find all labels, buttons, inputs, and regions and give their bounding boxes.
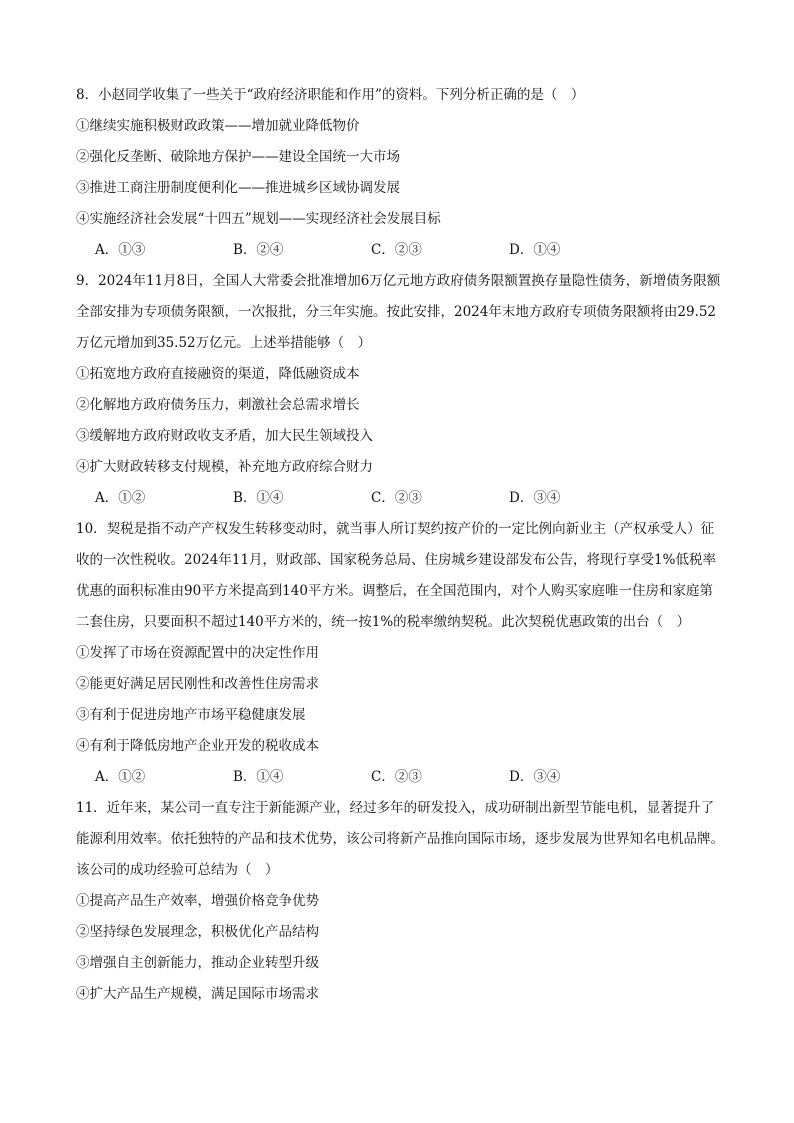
option-d: D．③④ — [509, 769, 561, 785]
answer-options — [76, 483, 726, 514]
statement-2: ②化解地方政府债务压力，刺激社会总需求增长 — [76, 397, 360, 413]
question-8 — [76, 80, 726, 266]
statement-2: ②坚持绿色发展理念，积极优化产品结构 — [76, 924, 319, 940]
statement-1: ①继续实施积极财政政策——增加就业降低物价 — [76, 118, 360, 134]
option-a: A．①③ — [95, 242, 146, 258]
option-d: D．③④ — [509, 490, 561, 506]
statement-3: ③推进工商注册制度便利化——推进城乡区域协调发展 — [76, 180, 400, 196]
question-11 — [76, 793, 726, 1010]
answer-options — [76, 762, 726, 793]
option-c: C．②③ — [371, 242, 422, 258]
statement-3: ③增强自主创新能力，推动企业转型升级 — [76, 955, 319, 971]
option-b: B．①④ — [233, 769, 284, 785]
option-b: B．②④ — [233, 242, 284, 258]
statement-1: ①发挥了市场在资源配置中的决定性作用 — [76, 645, 319, 661]
statement-4: ④扩大财政转移支付规模，补充地方政府综合财力 — [76, 459, 373, 475]
statement-4: ④有利于降低房地产企业开发的税收成本 — [76, 738, 319, 754]
option-b: B．①④ — [233, 490, 284, 506]
question-stem: 9．2024年11月8日，全国人大常委会批准增加6万亿元地方政府债务限额置换存量隐性债务，新增债务限额全部安排为专项债务限额，一次报批，分三年实施。按此安排，2024年末地方政府专项债务限额将由29.52万亿元增加到35.52万亿元。上述举措能够（ ） — [76, 273, 721, 351]
statement-4: ④实施经济社会发展“十四五”规划——实现经济社会发展目标 — [76, 211, 441, 227]
question-stem: 11．近年来，某公司一直专注于新能源产业，经过多年的研发投入，成功研制出新型节能电机，显著提升了能源利用效率。依托独特的产品和技术优势，该公司将新产品推向国际市场，逐步发展为世界知名电机品牌。该公司的成功经验可总结为（ ） — [76, 800, 724, 878]
question-stem: 10．契税是指不动产产权发生转移变动时，就当事人所订契约按产价的一定比例向新业主（产权承受人）征收的一次性税收。2024年11月，财政部、国家税务总局、住房城乡建设部发布公告，将现行享受1%低税率优惠的面积标准由90平方米提高到140平方米。调整后，在全国范围内，对个人购买家庭唯一住房和家庭第二套住房，只要面积不超过140平方米的，统一按1%的税率缴纳契税。此次契税优惠政策的出台（ ） — [76, 521, 716, 630]
statement-4: ④扩大产品生产规模，满足国际市场需求 — [76, 986, 319, 1002]
statement-1: ①拓宽地方政府直接融资的渠道，降低融资成本 — [76, 366, 360, 382]
option-a: A．①② — [95, 490, 146, 506]
answer-options — [76, 235, 726, 266]
option-a: A．①② — [95, 769, 146, 785]
question-9 — [76, 266, 726, 514]
statement-1: ①提高产品生产效率，增强价格竞争优势 — [76, 893, 319, 909]
statement-2: ②能更好满足居民刚性和改善性住房需求 — [76, 676, 319, 692]
question-10 — [76, 514, 726, 793]
option-c: C．②③ — [371, 490, 422, 506]
statement-3: ③缓解地方政府财政收支矛盾，加大民生领域投入 — [76, 428, 373, 444]
exam-page — [76, 80, 726, 1010]
question-stem: 8．小赵同学收集了一些关于“政府经济职能和作用”的资料。下列分析正确的是（ ） — [76, 87, 585, 103]
statement-2: ②强化反垄断、破除地方保护——建设全国统一大市场 — [76, 149, 400, 165]
statement-3: ③有利于促进房地产市场平稳健康发展 — [76, 707, 306, 723]
option-c: C．②③ — [371, 769, 422, 785]
option-d: D．①④ — [509, 242, 561, 258]
